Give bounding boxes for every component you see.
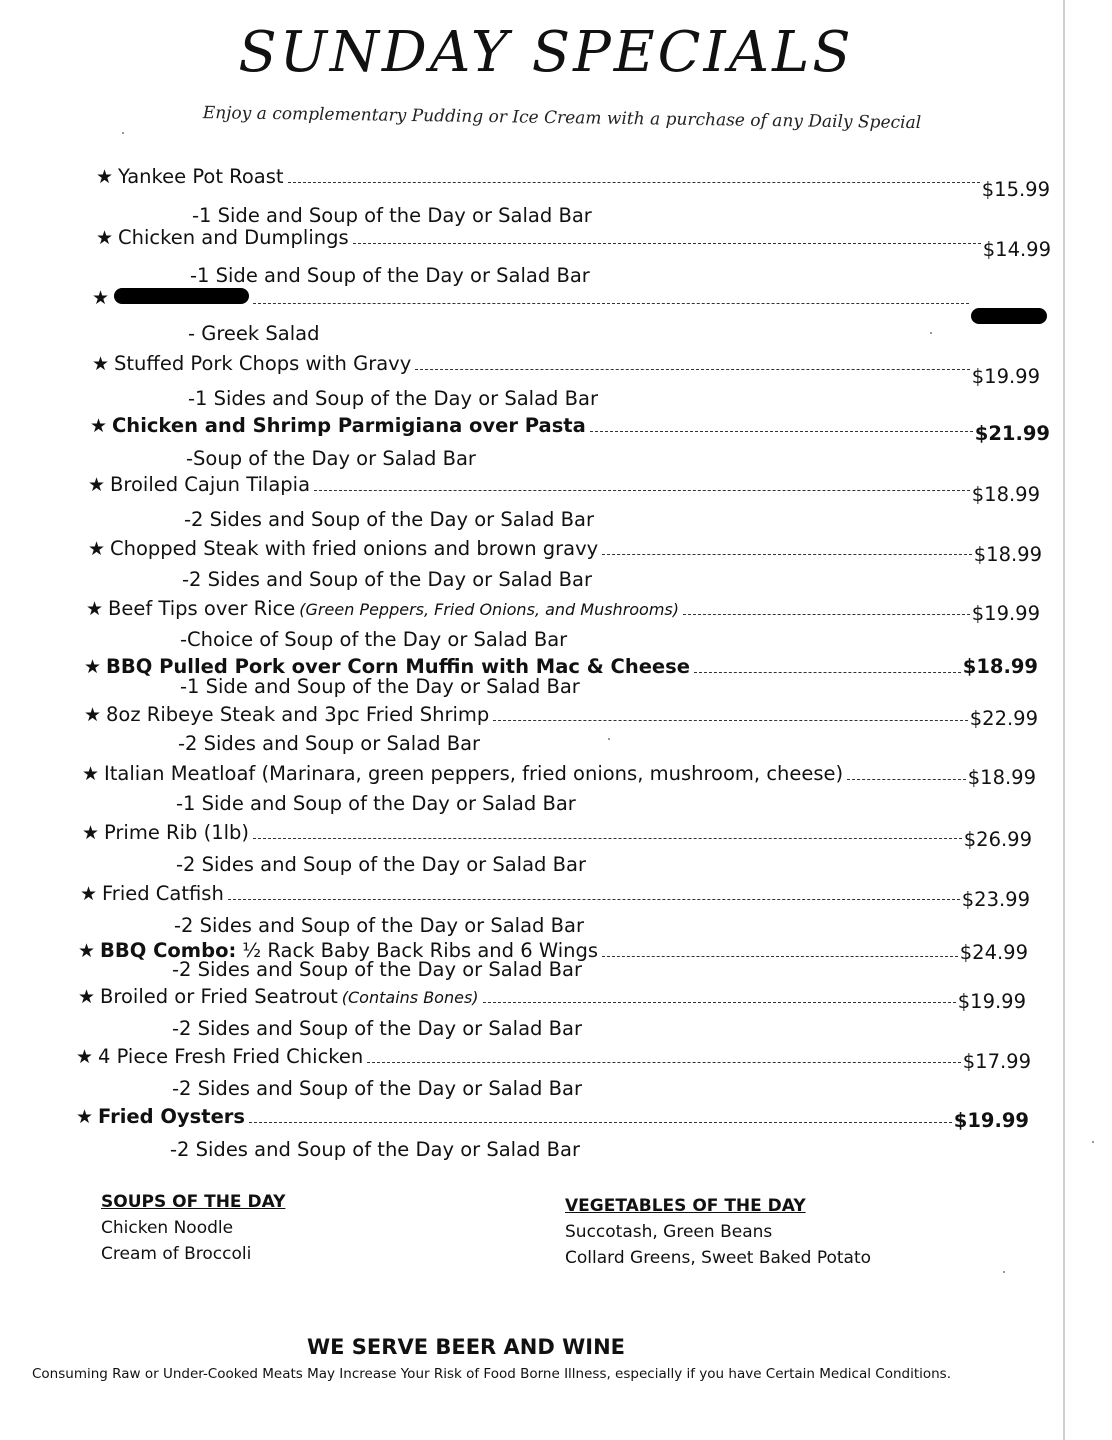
menu-item-price: $19.99 xyxy=(957,990,1026,1013)
menu-item-price: $19.99 xyxy=(971,365,1040,388)
dotted-leader xyxy=(694,671,961,673)
menu-item xyxy=(76,1105,1029,1132)
menu-item-price: $18.99 xyxy=(971,483,1040,506)
star-icon: ★ xyxy=(90,415,108,437)
menu-item xyxy=(96,165,1050,201)
menu-item xyxy=(86,597,1040,625)
menu-item-sides: -2 Sides and Soup of the Day or Salad Bar xyxy=(172,1077,582,1100)
menu-item-name: Broiled Cajun Tilapia xyxy=(110,473,311,496)
vegetables-heading: VEGETABLES OF THE DAY xyxy=(565,1196,806,1216)
health-warning: Consuming Raw or Under-Cooked Meats May Increase Your Risk of Food Borne Illness, especially if you have Certain Medical Conditions. xyxy=(32,1366,952,1382)
star-icon: ★ xyxy=(80,883,98,905)
menu-item-price: $18.99 xyxy=(967,766,1036,789)
menu-item-price: $19.99 xyxy=(971,602,1040,625)
star-icon: ★ xyxy=(88,538,106,560)
dotted-leader xyxy=(493,719,968,721)
menu-title: SUNDAY SPECIALS xyxy=(238,20,854,85)
star-icon: ★ xyxy=(82,822,100,844)
menu-item-name: Beef Tips over Rice xyxy=(108,597,296,620)
menu-item-sides: -2 Sides and Soup of the Day or Salad Bar xyxy=(174,914,584,937)
menu-item-name: BBQ Combo: xyxy=(100,939,237,962)
page-edge-divider xyxy=(1063,0,1065,1440)
menu-item-price: $24.99 xyxy=(959,941,1028,964)
menu-item-name: Chopped Steak with fried onions and brown gravy xyxy=(110,537,599,560)
menu-item-sides: -1 Side and Soup of the Day or Salad Bar xyxy=(176,792,576,815)
menu-item-price: $15.99 xyxy=(981,178,1050,201)
scan-speck xyxy=(608,738,610,740)
menu-item-name: Italian Meatloaf (Marinara, green peppers, fried onions, mushroom, cheese) xyxy=(104,762,844,785)
menu-item-sides: -Choice of Soup of the Day or Salad Bar xyxy=(180,628,568,651)
star-icon: ★ xyxy=(96,227,114,249)
dotted-leader xyxy=(602,955,958,957)
star-icon: ★ xyxy=(82,763,100,785)
menu-item-price: $22.99 xyxy=(969,707,1038,730)
menu-item-name: Fried Catfish xyxy=(102,882,224,905)
dotted-leader xyxy=(228,898,960,900)
dotted-leader xyxy=(683,613,970,615)
dotted-leader xyxy=(590,430,973,432)
scan-speck xyxy=(930,332,932,334)
dotted-leader xyxy=(253,837,962,839)
menu-item xyxy=(88,473,1040,506)
star-icon: ★ xyxy=(88,474,106,496)
menu-item-price: $19.99 xyxy=(953,1109,1029,1132)
star-icon: ★ xyxy=(96,166,114,188)
menu-item-price: $17.99 xyxy=(962,1050,1031,1073)
beer-wine-notice: WE SERVE BEER AND WINE xyxy=(306,1335,625,1359)
menu-item-note: (Contains Bones) xyxy=(341,988,479,1007)
menu-item-sides: -2 Sides and Soup of the Day or Salad Bar xyxy=(170,1138,580,1161)
menu-item-name: BBQ Pulled Pork over Corn Muffin with Mac & Cheese xyxy=(106,655,690,678)
dotted-leader xyxy=(249,1121,952,1123)
menu-item-name: Chicken and Shrimp Parmigiana over Pasta xyxy=(112,414,586,437)
dotted-leader xyxy=(288,181,980,183)
scan-speck xyxy=(1092,1141,1094,1143)
vegetable-item: Collard Greens, Sweet Baked Potato xyxy=(565,1248,872,1268)
dotted-leader xyxy=(314,489,970,491)
dotted-leader xyxy=(353,242,981,244)
menu-item-sides: -2 Sides and Soup or Salad Bar xyxy=(178,732,481,755)
scan-speck xyxy=(122,132,124,134)
menu-item-sides: -2 Sides and Soup of the Day or Salad Bar xyxy=(182,568,592,591)
menu-item-sides: -1 Side and Soup of the Day or Salad Bar xyxy=(190,264,590,287)
menu-item-sides: -1 Sides and Soup of the Day or Salad Bar xyxy=(188,387,598,410)
menu-item xyxy=(92,352,1040,388)
menu-item-sides: -2 Sides and Soup of the Day or Salad Bar xyxy=(184,508,594,531)
menu-subtitle: Enjoy a complementary Pudding or Ice Cream with a purchase of any Daily Special xyxy=(202,103,922,134)
menu-item-sides: -2 Sides and Soup of the Day or Salad Bar xyxy=(172,958,582,981)
dotted-leader xyxy=(847,778,966,780)
star-icon: ★ xyxy=(76,1106,94,1128)
dotted-leader xyxy=(253,302,969,304)
menu-item-price: $23.99 xyxy=(961,888,1030,911)
vegetable-item: Succotash, Green Beans xyxy=(565,1222,773,1242)
soups-heading: SOUPS OF THE DAY xyxy=(101,1192,286,1212)
redacted-price xyxy=(971,308,1047,324)
menu-item xyxy=(80,882,1030,911)
menu-item-price: $18.99 xyxy=(973,543,1042,566)
menu-item-name: 4 Piece Fresh Fried Chicken xyxy=(98,1045,364,1068)
menu-item-sides: -2 Sides and Soup of the Day or Salad Bar xyxy=(176,853,586,876)
menu-item xyxy=(82,762,1036,789)
menu-item-name: Stuffed Pork Chops with Gravy xyxy=(114,352,412,375)
dotted-leader xyxy=(415,368,970,370)
menu-item-name-rest: ½ Rack Baby Back Ribs and 6 Wings xyxy=(242,939,599,962)
star-icon: ★ xyxy=(78,986,96,1008)
menu-item-sides: -1 Side and Soup of the Day or Salad Bar xyxy=(192,204,592,227)
dotted-leader xyxy=(602,553,972,555)
menu-item-price: $18.99 xyxy=(962,655,1038,678)
menu-item-redacted xyxy=(92,287,1047,309)
menu-item-name: 8oz Ribeye Steak and 3pc Fried Shrimp xyxy=(106,703,490,726)
menu-item xyxy=(76,1045,1031,1073)
dotted-leader xyxy=(367,1061,961,1063)
menu-item-name: Broiled or Fried Seatrout xyxy=(100,985,338,1008)
menu-item-name: Yankee Pot Roast xyxy=(118,165,284,188)
menu-item xyxy=(84,703,1038,730)
menu-item xyxy=(88,537,1042,566)
menu-item-sides: -Soup of the Day or Salad Bar xyxy=(186,447,476,470)
dotted-leader xyxy=(483,1001,956,1003)
star-icon: ★ xyxy=(76,1046,94,1068)
menu-item-sides: -2 Sides and Soup of the Day or Salad Bar xyxy=(172,1017,582,1040)
soup-item: Cream of Broccoli xyxy=(101,1244,252,1264)
scan-speck xyxy=(1003,1271,1005,1273)
menu-item xyxy=(96,226,1051,261)
star-icon: ★ xyxy=(92,287,110,309)
menu-item-name: Prime Rib (1lb) xyxy=(104,821,250,844)
menu-item-price: $21.99 xyxy=(974,422,1050,445)
menu-item-sides: -1 Side and Soup of the Day or Salad Bar xyxy=(180,675,580,698)
redacted-name xyxy=(114,288,249,304)
menu-item-price: $14.99 xyxy=(982,238,1051,261)
menu-item-note: (Green Peppers, Fried Onions, and Mushrooms) xyxy=(299,600,680,619)
menu-item-sides: - Greek Salad xyxy=(188,322,320,345)
menu-item xyxy=(82,821,1032,851)
star-icon: ★ xyxy=(84,704,102,726)
menu-item xyxy=(90,414,1050,445)
star-icon: ★ xyxy=(86,598,104,620)
star-icon: ★ xyxy=(78,940,96,962)
menu-item xyxy=(78,985,1026,1013)
menu-item-name: Chicken and Dumplings xyxy=(118,226,349,249)
soup-item: Chicken Noodle xyxy=(101,1218,234,1238)
menu-item-name: Fried Oysters xyxy=(98,1105,246,1128)
menu-item-price: $26.99 xyxy=(963,828,1032,851)
star-icon: ★ xyxy=(92,353,110,375)
star-icon: ★ xyxy=(84,656,102,678)
